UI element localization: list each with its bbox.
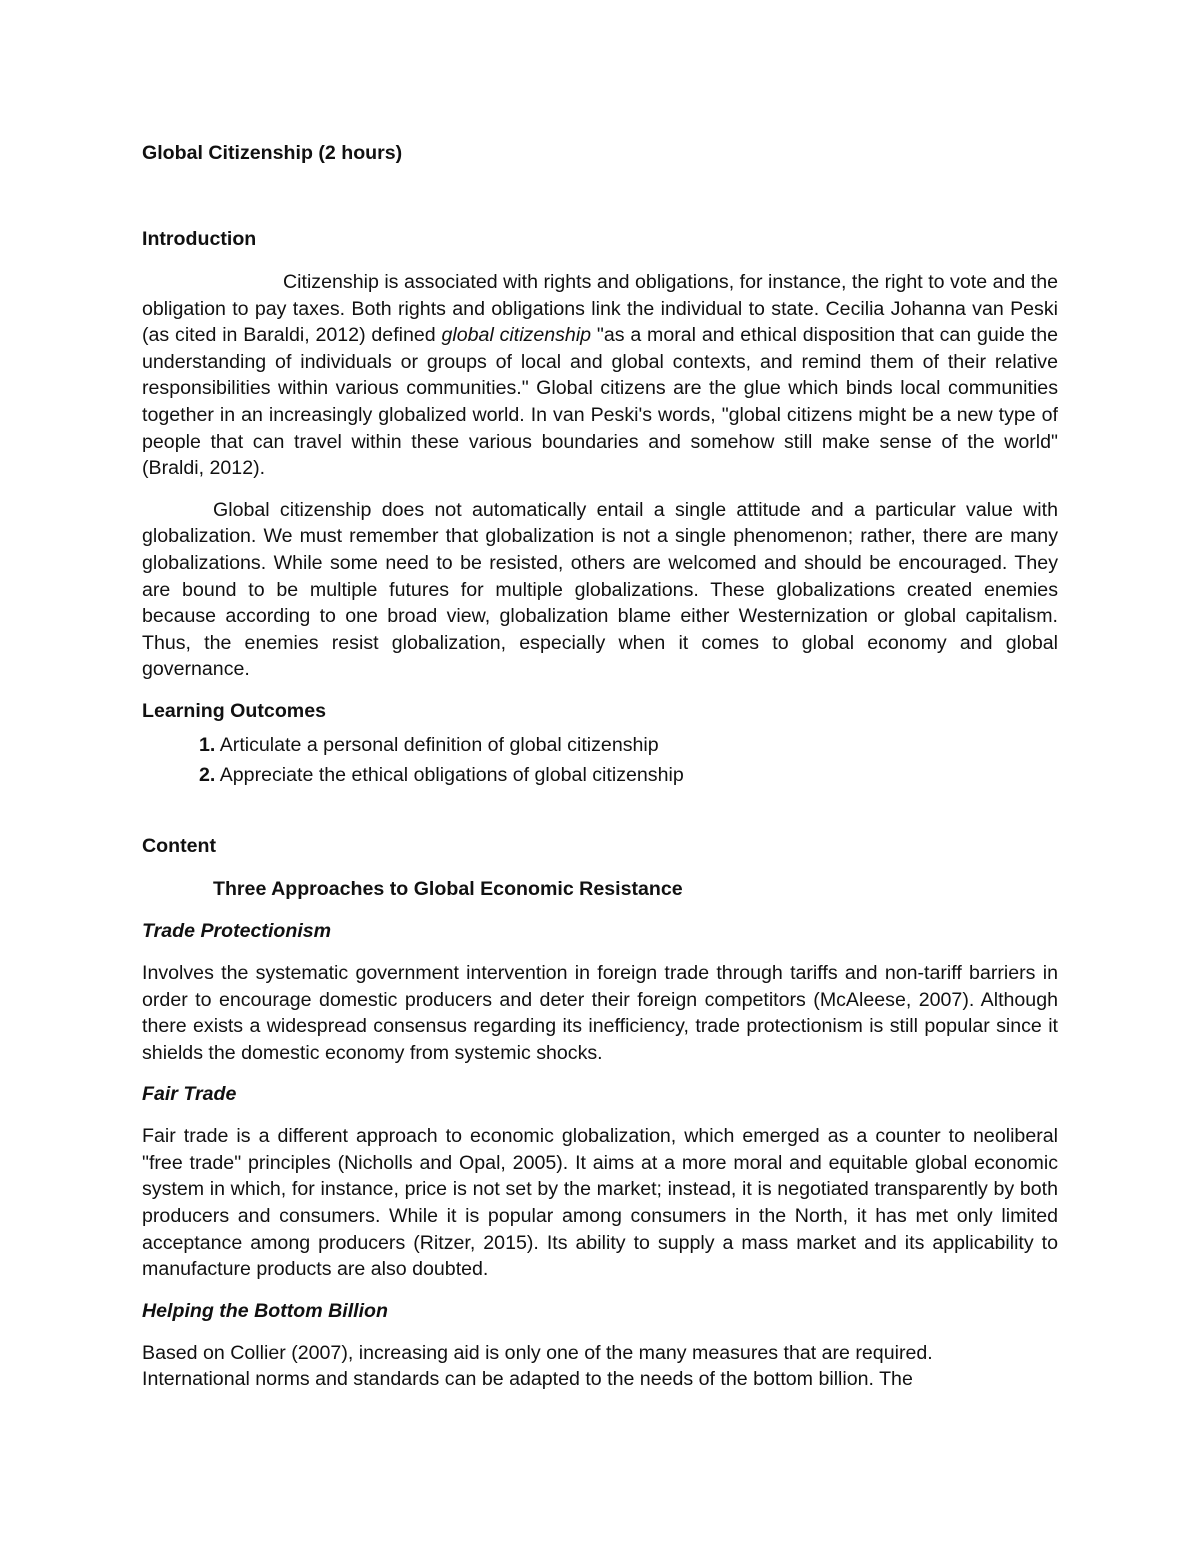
- bottom-billion-line-1: Based on Collier (2007), increasing aid is only one of the many measures that are required.: [142, 1341, 933, 1364]
- spacer: [142, 1066, 1058, 1081]
- list-item-number: 1.: [199, 733, 216, 756]
- spacer: [142, 1283, 1058, 1298]
- learning-outcomes-heading: Learning Outcomes: [142, 699, 326, 722]
- list-item: [199, 730, 1058, 760]
- trade-protectionism-heading: Trade Protectionism: [142, 919, 332, 942]
- spacer: [142, 944, 1058, 960]
- introduction-paragraph-1: [142, 269, 1058, 482]
- spacer: [142, 859, 1058, 876]
- bottom-billion-paragraph: [142, 1340, 1058, 1393]
- list-item-text: Appreciate the ethical obligations of global citizenship: [219, 763, 684, 786]
- intro-p1-after: "as a moral and ethical disposition that can guide the understanding of individuals or groups of local and global contexts, and remind them of their relative responsibilities within various communities." Global citizens are the glue which binds local communities together in an increasingly globalized world. In van Peski's words, "global citizens might be a new type of people that can travel within these various boundaries and somehow still make sense of the world" (Braldi, 2012).: [142, 324, 1058, 480]
- document-page: [142, 140, 1058, 1393]
- introduction-heading: Introduction: [142, 228, 257, 250]
- introduction-paragraph-2: Global citizenship does not automatically entail a single attitude and a particular value with globalization. We must remember that globalization is not a single phenomenon; rather, there are many globalizations. While some need to be resisted, others are welcomed and should be encouraged. They are bound to be multiple futures for multiple globalizations. These globalizations created enemies because according to one broad view, globalization blame either Westernization or global capitalism. Thus, the enemies resist globalization, especially when it comes to global economy and global governance.: [142, 498, 1058, 681]
- spacer: [142, 482, 1058, 497]
- spacer: [142, 790, 1058, 833]
- spacer: [142, 902, 1058, 918]
- list-item-text: Articulate a personal definition of global citizenship: [219, 733, 659, 756]
- trade-protectionism-paragraph: Involves the systematic government intervention in foreign trade through tariffs and non-tariff barriers in order to encourage domestic producers and deter their foreign competitors (McAleese, 2007). Although there exists a widespread consensus regarding its inefficiency, trade protectionism is still popular since it shields the domestic economy from systemic shocks.: [142, 961, 1058, 1064]
- document-title: Global Citizenship (2 hours): [142, 142, 403, 164]
- bottom-billion-heading: Helping the Bottom Billion: [142, 1299, 388, 1322]
- learning-outcomes-list: [142, 730, 1058, 790]
- list-item: [199, 760, 1058, 790]
- spacer: [142, 166, 1058, 226]
- spacer: [142, 683, 1058, 698]
- spacer: [142, 1107, 1058, 1123]
- spacer: [142, 252, 1058, 269]
- content-subtitle: Three Approaches to Global Economic Resistance: [213, 877, 683, 900]
- content-heading: Content: [142, 834, 217, 857]
- fair-trade-paragraph: Fair trade is a different approach to economic globalization, which emerged as a counter to neoliberal "free trade" principles (Nicholls and Opal, 2005). It aims at a more moral and equitable global economic system in which, for instance, price is not set by the market; instead, it is negotiated transparently by both producers and consumers. While it is popular among consumers in the North, it has met only limited acceptance among producers (Ritzer, 2015). Its ability to supply a mass market and its applicability to manufacture products are also doubted.: [142, 1125, 1058, 1281]
- fair-trade-heading: Fair Trade: [142, 1083, 237, 1106]
- bottom-billion-line-2: International norms and standards can be adapted to the needs of the bottom billion. The: [142, 1368, 913, 1391]
- intro-p1-emphasis: global citizenship: [441, 324, 592, 347]
- spacer: [142, 1324, 1058, 1340]
- intro-p1-before: Citizenship is associated with rights and obligations, for instance, the right to vote and the obligation to pay taxes. Both rights and obligations link the individual to state. Cecilia Johanna van Peski (as cited in Baraldi, 2012) defined: [142, 271, 1058, 347]
- list-item-number: 2.: [199, 763, 216, 786]
